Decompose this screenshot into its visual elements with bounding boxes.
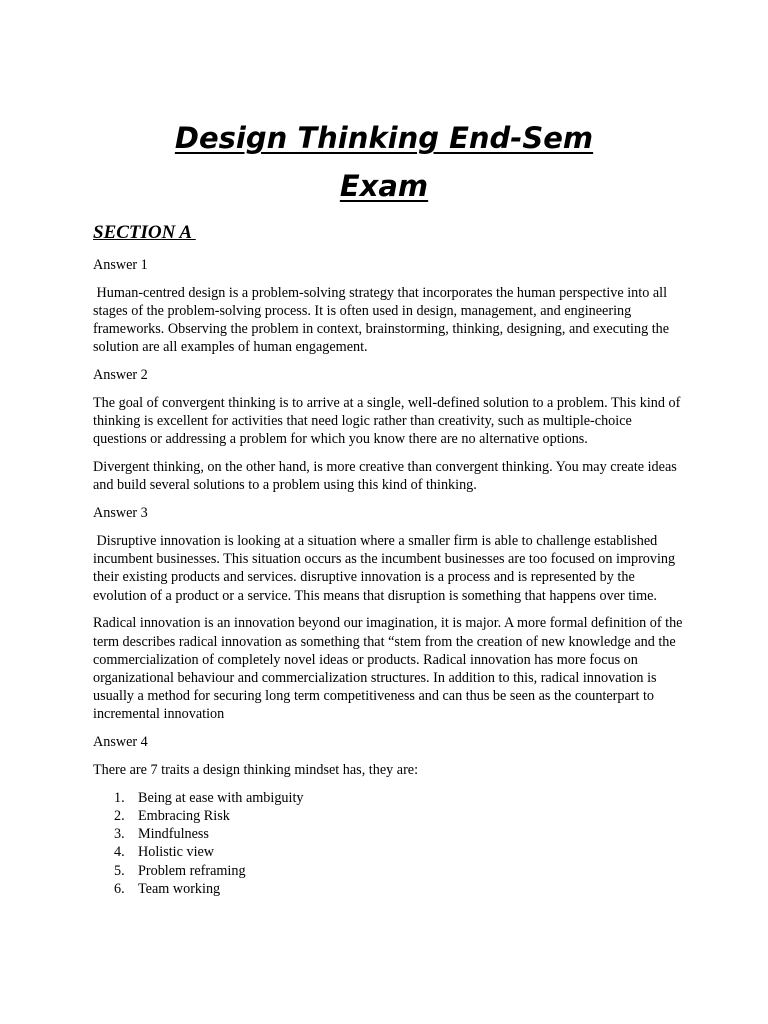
document-title-line-2: Exam xyxy=(339,169,429,203)
list-item-text: Problem reframing xyxy=(138,862,246,879)
list-item xyxy=(93,862,683,880)
answer-2-heading: Answer 2 xyxy=(93,367,148,384)
document-body xyxy=(93,256,683,898)
list-item-text: Holistic view xyxy=(138,844,215,861)
list-item-number: 6. xyxy=(114,880,125,897)
list-item-number: 5. xyxy=(114,862,125,879)
list-item xyxy=(93,880,683,898)
answer-4-heading: Answer 4 xyxy=(93,734,148,751)
answer-3-paragraph-1: Disruptive innovation is looking at a situation where a smaller firm is able to challenge established incumbent businesses. This situation occurs as the incumbent businesses are too focused on improving their existing products and services. disruptive innovation is a process and is represented by the evolution of a product or a service. This means that disruption is something that happens over time. xyxy=(93,533,679,604)
answer-3-paragraph-2: Radical innovation is an innovation beyond our imagination, it is major. A more formal definition of the term describes radical innovation as something that “stem from the creation of new knowledge and the commercialization of completely novel ideas or products. Radical innovation has more focus on organizational behaviour and commercialization structures. In addition to this, radical innovation is usually a method for securing long term competitiveness and can thus be seen as the counterpart to incremental innovation xyxy=(93,615,683,723)
list-item xyxy=(93,789,683,807)
list-item xyxy=(93,807,683,825)
list-item-text: Mindfulness xyxy=(138,826,209,843)
answer-2-paragraph-2: Divergent thinking, on the other hand, is more creative than convergent thinking. You may create ideas and build several solutions to a problem using this kind of thinking. xyxy=(93,459,677,494)
list-item-number: 4. xyxy=(114,844,125,861)
list-item xyxy=(93,843,683,861)
list-item-number: 2. xyxy=(114,808,125,825)
answer-3-heading: Answer 3 xyxy=(93,505,148,522)
section-heading: SECTION A xyxy=(93,222,196,243)
list-item-number: 1. xyxy=(114,789,125,806)
list-item-text: Team working xyxy=(138,880,221,897)
list-item-text: Embracing Risk xyxy=(138,808,230,825)
traits-list xyxy=(93,789,683,898)
answer-4-intro: There are 7 traits a design thinking mindset has, they are: xyxy=(93,762,419,779)
document-title-line-1: Design Thinking End-Sem xyxy=(174,121,594,155)
list-item-number: 3. xyxy=(114,826,125,843)
answer-2-paragraph-1: The goal of convergent thinking is to arrive at a single, well-defined solution to a problem. This kind of thinking is excellent for activities that need logic rather than creativity, such as multiple-choice questions or addressing a problem for which you know there are no alternative options. xyxy=(93,395,681,448)
list-item-text: Being at ease with ambiguity xyxy=(138,789,304,806)
answer-1-paragraph: Human-centred design is a problem-solving strategy that incorporates the human perspective into all stages of the problem-solving process. It is often used in design, management, and engineering frameworks. Observing the problem in context, brainstorming, thinking, designing, and executing the solution are all examples of human engagement. xyxy=(93,284,673,356)
list-item xyxy=(93,825,683,843)
answer-1-heading: Answer 1 xyxy=(93,257,148,273)
